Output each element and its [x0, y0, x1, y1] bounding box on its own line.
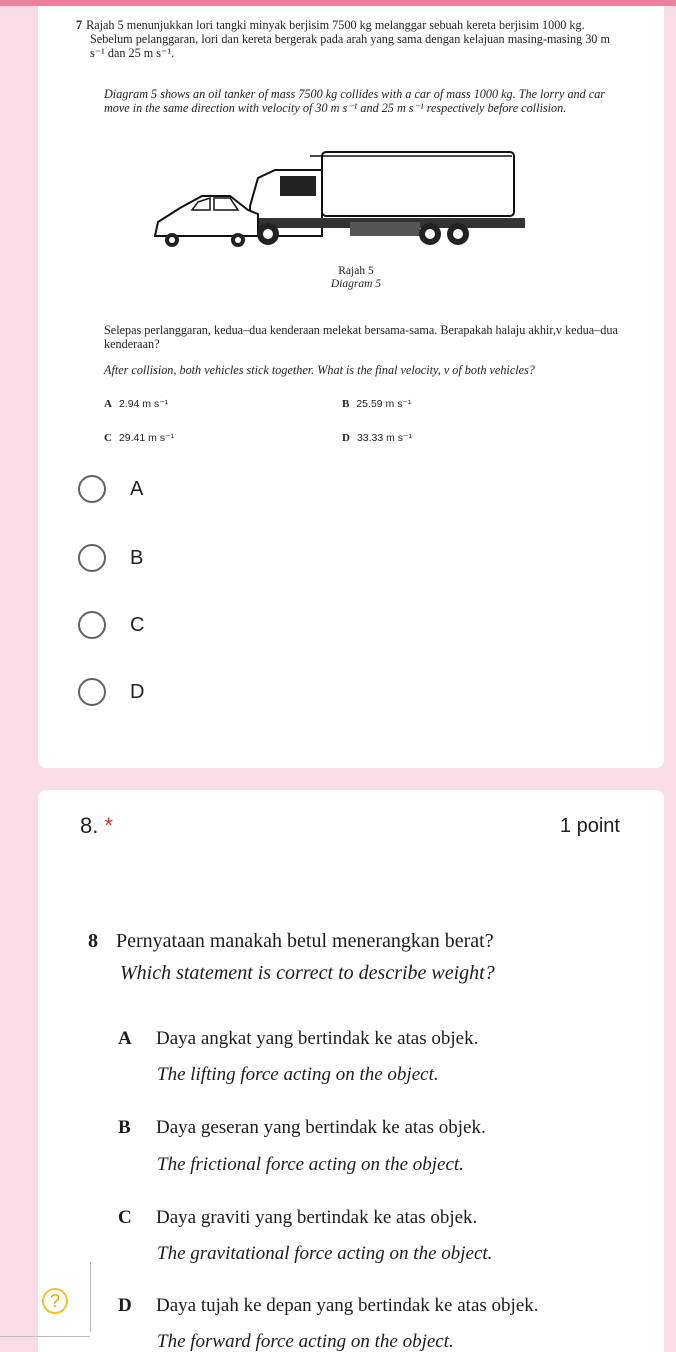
help-divider	[90, 1262, 91, 1332]
answer-option-d: D 33.33 m s⁻¹	[342, 432, 413, 444]
q8-option-b: B Daya geseran yang bertindak ke atas objek.	[118, 1117, 486, 1138]
radio-button-a[interactable]	[78, 475, 106, 503]
bottom-divider	[0, 1336, 90, 1337]
question-7-text-english: Diagram 5 shows an oil tanker of mass 7500 kg collides with a car of mass 1000 kg. The lorry and car move in the same direction with velocity of 30 m s⁻¹ and 25 m s⁻¹ respectively before collision.	[104, 87, 606, 115]
answer-option-b: B 25.59 m s⁻¹	[342, 398, 412, 410]
radio-label-b: B	[130, 546, 144, 569]
answer-option-c: C 29.41 m s⁻¹	[104, 432, 175, 444]
required-asterisk: *	[104, 813, 113, 838]
q8-option-a: A Daya angkat yang bertindak ke atas objek.	[118, 1028, 479, 1049]
radio-choice-d[interactable]	[78, 675, 144, 709]
q8-option-a-english: The lifting force acting on the object.	[157, 1064, 439, 1085]
q8-option-c-english: The gravitational force acting on the object.	[157, 1243, 493, 1264]
radio-choice-b[interactable]	[78, 541, 143, 575]
q8-option-c: C Daya graviti yang bertindak ke atas objek.	[118, 1207, 478, 1228]
radio-choice-a[interactable]	[78, 472, 143, 506]
answer-option-a: A 2.94 m s⁻¹	[104, 398, 169, 410]
radio-button-b[interactable]	[78, 544, 106, 572]
question-mark-icon[interactable]: ?	[42, 1288, 68, 1314]
radio-label-c: C	[130, 613, 145, 636]
question-7-prompt-malay: Selepas perlanggaran, kedua–dua kenderaan melekat bersama-sama. Berapakah halaju akhir,v kedua–dua kenderaan?	[104, 323, 618, 351]
q8-option-b-english: The frictional force acting on the object.	[157, 1154, 464, 1175]
q8-option-d-english: The forward force acting on the object.	[157, 1331, 454, 1352]
question-8-text-english: Which statement is correct to describe weight?	[120, 962, 495, 984]
points-label: 1 point	[559, 815, 620, 837]
question-7-text-malay: 7 Rajah 5 menunjukkan lori tangki minyak berjisim 7500 kg melanggar sebuah kereta berjisim 1000 kg. Sebelum pelanggaran, lori dan kereta bergerak pada arah yang sama dengan kelajuan masing-masing 30 m s⁻¹ dan 25 m s⁻¹.	[76, 18, 610, 60]
diagram-caption-malay: Rajah 5	[338, 265, 374, 277]
question-card-7	[38, 6, 664, 768]
radio-label-d: D	[130, 680, 145, 703]
diagram-caption-english: Diagram 5	[330, 278, 382, 290]
tanker-car-diagram	[150, 148, 530, 256]
question-7-prompt-english: After collision, both vehicles stick together. What is the final velocity, v of both vehicles?	[104, 363, 535, 377]
radio-label-a: A	[130, 477, 144, 500]
radio-choice-c[interactable]	[78, 608, 144, 642]
radio-button-c[interactable]	[78, 611, 106, 639]
radio-button-d[interactable]	[78, 678, 106, 706]
q8-option-d: D Daya tujah ke depan yang bertindak ke atas objek.	[118, 1295, 539, 1316]
question-8-text-malay: 8 Pernyataan manakah betul menerangkan berat?	[88, 930, 494, 952]
question-8-title: 8. *	[80, 813, 113, 838]
